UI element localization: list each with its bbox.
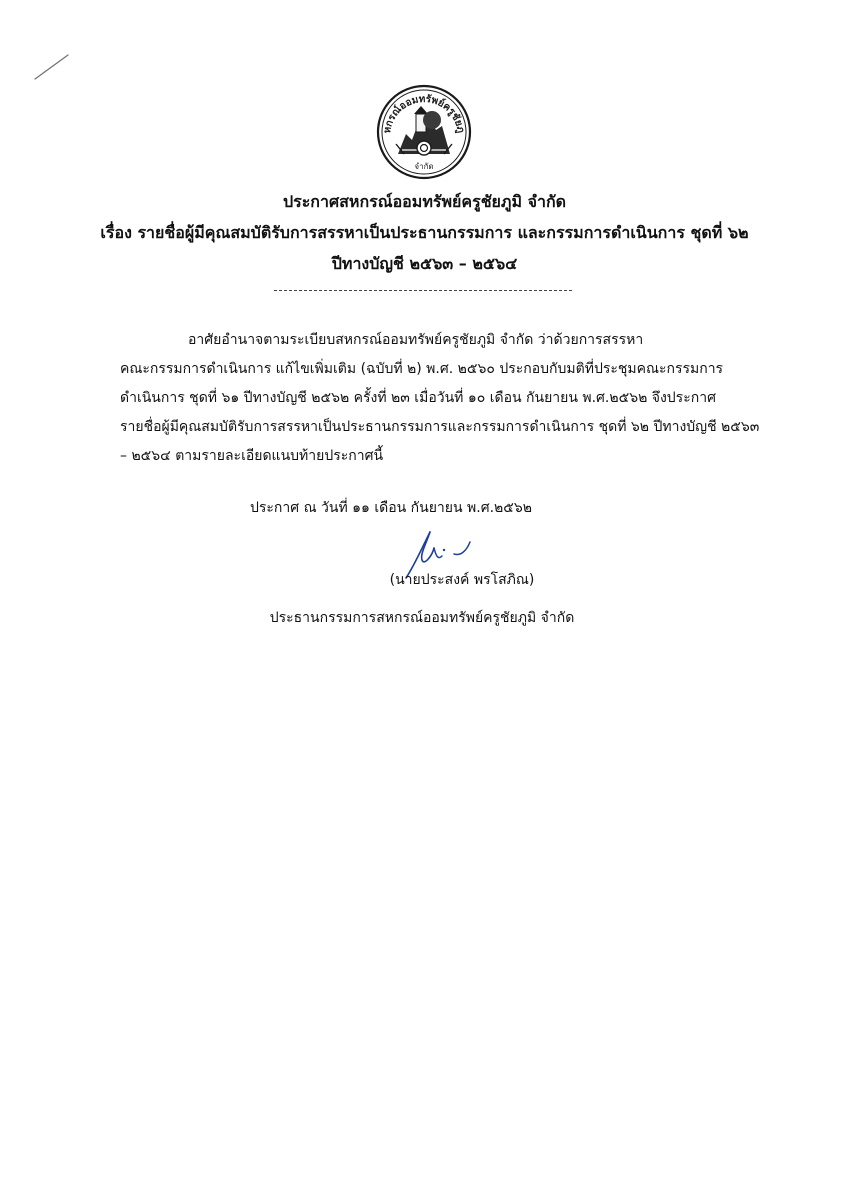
body-line: อาศัยอำนาจตามระเบียบสหกรณ์ออมทรัพย์ครูชัยภูมิ จำกัด ว่าด้วยการสรรหา bbox=[188, 332, 644, 348]
signer-name: (นายประสงค์ พรโสภิณ) bbox=[389, 572, 535, 588]
signer-title: ประธานกรรมการสหกรณ์ออมทรัพย์ครูชัยภูมิ จำกัด bbox=[269, 610, 575, 626]
body-line: – ๒๕๖๔ ตามรายละเอียดแนบท้ายประกาศนี้ bbox=[120, 448, 384, 464]
pen-stroke-mark bbox=[32, 52, 72, 82]
header-divider bbox=[274, 290, 572, 291]
seal-bottom-text: จำกัด bbox=[414, 162, 434, 171]
announcement-date: ประกาศ ณ วันที่ ๑๑ เดือน กันยายน พ.ศ.๒๕๖๒ bbox=[250, 500, 532, 516]
cooperative-seal-icon bbox=[376, 84, 472, 180]
announcement-body bbox=[120, 326, 760, 471]
body-line: คณะกรรมการดำเนินการ แก้ไขเพิ่มเติม (ฉบับที่ ๒) พ.ศ. ๒๕๖๐ ประกอบกับมติที่ประชุมคณะกรรมการ bbox=[120, 361, 724, 377]
fiscal-year-line: ปีทางบัญชี ๒๕๖๓ – ๒๕๖๔ bbox=[331, 254, 518, 273]
seal-ring-text: หกรณ์ออมทรัพย์ครูชัยภู bbox=[382, 93, 466, 135]
announcement-title: ประกาศสหกรณ์ออมทรัพย์ครูชัยภูมิ จำกัด bbox=[282, 192, 567, 211]
body-line: รายชื่อผู้มีคุณสมบัติรับการสรรหาเป็นประธานกรรมการและกรรมการดำเนินการ ชุดที่ ๖๒ ปีทางบัญชี ๒๕๖๓ bbox=[120, 419, 760, 435]
announcement-header bbox=[60, 186, 789, 279]
cooperative-logo bbox=[376, 84, 472, 180]
announcement-subject: เรื่อง รายชื่อผู้มีคุณสมบัติรับการสรรหาเป็นประธานกรรมการ และกรรมการดำเนินการ ชุดที่ ๖๒ bbox=[100, 223, 749, 242]
body-line: ดำเนินการ ชุดที่ ๖๑ ปีทางบัญชี ๒๕๖๒ ครั้งที่ ๒๓ เมื่อวันที่ ๑๐ เดือน กันยายน พ.ศ.๒๕๖๒ จึงประกาศ bbox=[120, 390, 716, 406]
